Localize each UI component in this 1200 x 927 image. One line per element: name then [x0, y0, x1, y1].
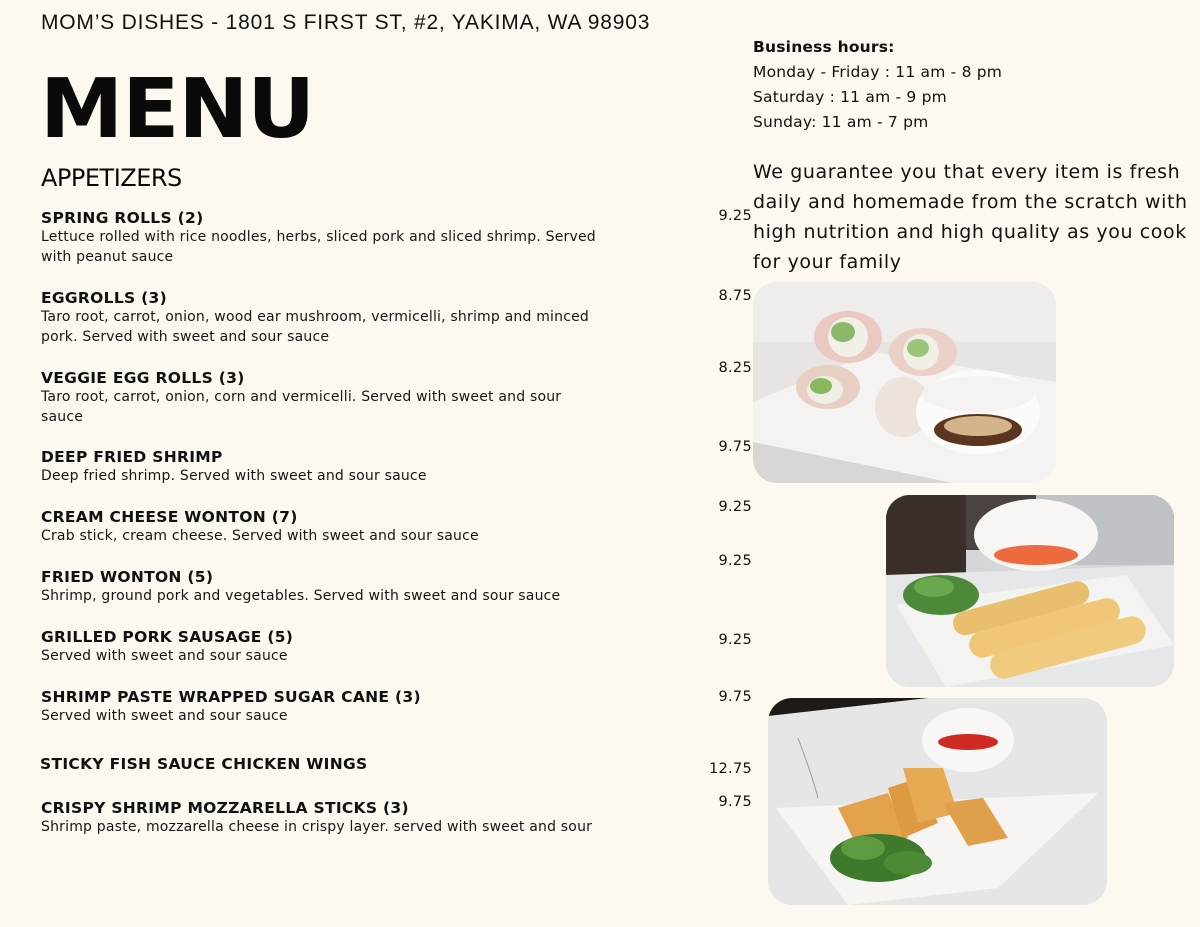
photo-fried-wontons — [768, 698, 1107, 905]
page-title: MENU — [40, 62, 315, 157]
photo-spring-rolls — [753, 282, 1056, 483]
item-price: 8.75 — [718, 288, 752, 304]
item-name: EGGROLLS (3) — [41, 289, 168, 307]
item-description: Served with sweet and sour sauce — [41, 708, 288, 724]
item-name: STICKY FISH SAUCE CHICKEN WINGS — [40, 755, 368, 773]
item-price: 9.25 — [718, 553, 752, 569]
menu-item — [41, 360, 752, 427]
section-title-appetizers: APPETIZERS — [41, 164, 182, 192]
item-description: Shrimp, ground pork and vegetables. Served with sweet and sour sauce — [41, 588, 561, 604]
business-hours — [753, 35, 1002, 135]
item-description: Lettuce rolled with rice noodles, herbs, sliced pork and sliced shrimp. Served with peanut sauce — [41, 229, 596, 265]
menu-item — [41, 499, 752, 547]
item-name: SHRIMP PASTE WRAPPED SUGAR CANE (3) — [41, 688, 421, 706]
menu-item — [41, 208, 752, 267]
item-price: 8.25 — [718, 360, 752, 376]
item-price: 9.75 — [718, 689, 752, 705]
item-price: 12.75 — [708, 761, 752, 777]
hours-weekday: Monday - Friday : 11 am - 8 pm — [753, 63, 1003, 81]
photo-egg-rolls — [886, 495, 1174, 687]
menu-item — [41, 794, 752, 838]
menu-item — [41, 687, 752, 727]
menu-item — [41, 553, 752, 607]
item-description: Deep fried shrimp. Served with sweet and sour sauce — [41, 468, 427, 484]
item-price: 9.25 — [718, 499, 752, 515]
hours-sunday: Sunday: 11 am - 7 pm — [753, 113, 929, 131]
item-description: Served with sweet and sour sauce — [41, 648, 288, 664]
hours-saturday: Saturday : 11 am - 9 pm — [753, 88, 947, 106]
restaurant-address: MOM’S DISHES - 1801 S FIRST ST, #2, YAKIMA, WA 98903 — [41, 11, 651, 34]
menu-item — [41, 439, 752, 487]
menu-item — [40, 754, 752, 777]
item-name: GRILLED PORK SAUSAGE (5) — [41, 628, 294, 646]
menu-item — [41, 288, 752, 347]
menu-item — [41, 627, 752, 667]
item-name: CRISPY SHRIMP MOZZARELLA STICKS (3) — [41, 799, 409, 817]
item-price: 9.75 — [718, 794, 752, 810]
item-description: Shrimp paste, mozzarella cheese in crispy layer. served with sweet and sour — [41, 819, 593, 835]
item-name: FRIED WONTON (5) — [41, 568, 214, 586]
item-price: 9.25 — [718, 208, 752, 224]
item-name: VEGGIE EGG ROLLS (3) — [41, 369, 245, 387]
freshness-guarantee: We guarantee you that every item is fresh daily and homemade from the scratch with high nutrition and high quality as you cook for your family — [753, 161, 1188, 273]
item-description: Crab stick, cream cheese. Served with sweet and sour sauce — [41, 528, 479, 544]
item-name: CREAM CHEESE WONTON (7) — [41, 508, 298, 526]
item-name: DEEP FRIED SHRIMP — [41, 448, 223, 466]
item-description: Taro root, carrot, onion, corn and vermicelli. Served with sweet and sour sauce — [41, 389, 562, 425]
item-name: SPRING ROLLS (2) — [41, 209, 204, 227]
item-price: 9.75 — [718, 439, 752, 455]
item-price: 9.25 — [718, 632, 752, 648]
item-description: Taro root, carrot, onion, wood ear mushroom, vermicelli, shrimp and minced pork. Served with sweet and sour sauce — [41, 309, 590, 345]
business-hours-title: Business hours: — [753, 38, 895, 56]
